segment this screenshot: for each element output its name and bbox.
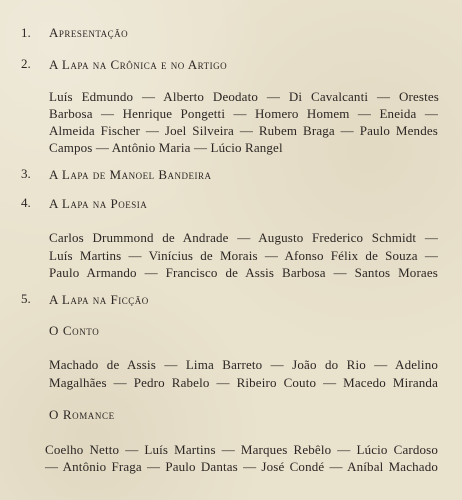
section-5-number: 5.: [21, 291, 31, 306]
section-4-authors-line-2: Luís Martins — Vinícius de Morais — Afonso Félix de Souza —: [49, 248, 438, 263]
section-2-title: A Lapa na Crônica e no Artigo: [49, 57, 228, 72]
section-5-subsection-1-authors-line-1: Machado de Assis — Lima Barreto — João do Rio — Adelino: [49, 357, 438, 372]
section-3-number: 3.: [21, 166, 31, 181]
section-2-authors-line-4: Campos — Antônio Maria — Lúcio Rangel: [49, 140, 283, 155]
section-5-subsection-2-title: O Romance: [49, 407, 115, 422]
section-1-number: 1.: [21, 25, 31, 40]
section-5-subsection-1-title: O Conto: [49, 323, 100, 338]
section-4-authors-line-1: Carlos Drummond de Andrade — Augusto Frederico Schmidt —: [49, 230, 438, 245]
section-3-title: A Lapa de Manoel Bandeira: [49, 167, 212, 182]
section-2-authors-line-1: Luís Edmundo — Alberto Deodato — Di Cavalcanti — Orestes: [49, 89, 439, 104]
section-5-subsection-2-authors-line-1: Coelho Netto — Luís Martins — Marques Rebêlo — Lúcio Cardoso: [45, 442, 438, 457]
section-2-number: 2.: [21, 56, 31, 71]
section-2-authors-line-3: Almeida Fischer — Joel Silveira — Rubem Braga — Paulo Mendes: [49, 123, 438, 138]
section-4-number: 4.: [21, 195, 31, 210]
section-5-subsection-1-authors-line-2: Magalhães — Pedro Rabelo — Ribeiro Couto — Macedo Miranda: [49, 375, 438, 390]
section-4-authors-line-3: Paulo Armando — Francisco de Assis Barbosa — Santos Moraes: [49, 265, 438, 280]
section-5-subsection-2-authors-line-2: — Antônio Fraga — Paulo Dantas — José Condé — Aníbal Machado: [45, 459, 438, 474]
section-1-title: Apresentação: [49, 25, 129, 40]
section-4-title: A Lapa na Poesia: [49, 196, 148, 211]
section-5-title: A Lapa na Ficção: [49, 292, 149, 307]
section-2-authors-line-2: Barbosa — Henrique Pongetti — Homero Homem — Eneida —: [49, 106, 438, 121]
